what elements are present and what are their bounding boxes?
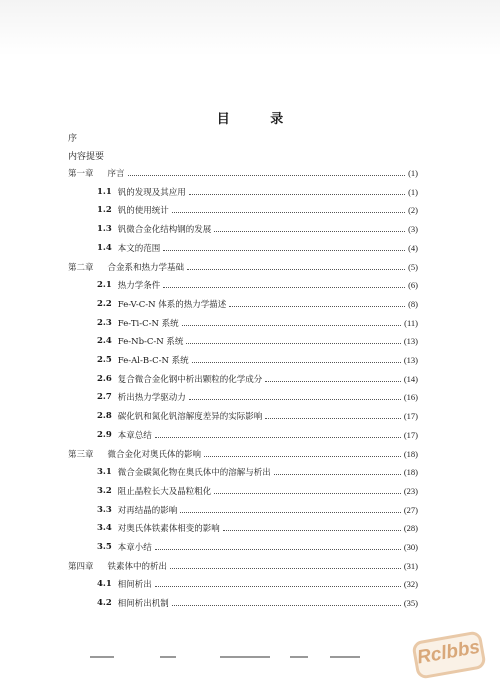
toc-entry-number: 2.8 (97, 411, 112, 422)
dot-leader (163, 249, 405, 251)
dot-leader (189, 398, 401, 400)
toc-page-number: (18) (403, 467, 418, 478)
toc-section-entry[interactable] (97, 222, 418, 236)
dot-leader (172, 211, 405, 213)
toc-section-entry[interactable] (97, 503, 418, 517)
dot-leader (180, 511, 401, 513)
toc-entry-label: 相间析出 (117, 580, 152, 591)
toc-section-entry[interactable] (97, 577, 418, 591)
toc-entry-number: 2.9 (97, 429, 112, 440)
toc-section-entry[interactable] (97, 409, 418, 423)
toc-entry-number: 2.3 (97, 317, 112, 328)
toc-entry-label: 本文的范围 (117, 243, 161, 254)
toc-section-entry[interactable] (97, 484, 418, 498)
toc-entry-label: 钒微合金化结构钢的发展 (117, 225, 212, 236)
toc-entry-number: 第二章 (68, 262, 94, 273)
toc-entry-label: 序言 (107, 169, 125, 179)
toc-page-number: (35) (403, 598, 418, 609)
toc-entry-number: 2.6 (97, 373, 112, 384)
toc-entry-number: 1.4 (97, 242, 112, 253)
toc-page-number: (32) (403, 579, 418, 590)
toc-entry-label: 阻止晶粒长大及晶粒粗化 (117, 486, 212, 497)
dot-leader (223, 529, 401, 531)
toc-page-number: (14) (403, 373, 418, 384)
toc-entry-label: Fe-V-C-N 体系的热力学描述 (117, 299, 227, 310)
toc-entry-number: 第四章 (68, 561, 94, 572)
toc-entry-number: 第一章 (68, 169, 94, 179)
dot-leader (163, 286, 405, 288)
toc-section-entry[interactable] (97, 203, 418, 217)
toc-entry-number: 1.3 (97, 224, 112, 235)
toc-entry-label: 本章总结 (117, 430, 152, 441)
toc-entry-label: 微合金碳氮化物在奥氏体中的溶解与析出 (117, 468, 271, 479)
toc-entry-label: 铁素体中的析出 (107, 561, 168, 572)
dot-leader (189, 193, 405, 195)
toc-chapter-entry[interactable] (68, 166, 418, 180)
toc-page-number: (17) (403, 429, 418, 440)
toc-entry-number: 3.3 (97, 504, 112, 515)
dot-leader (265, 380, 401, 382)
toc-entry-number: 第三章 (68, 449, 94, 460)
toc-page-number: (3) (408, 224, 418, 235)
toc-section-entry[interactable] (97, 316, 418, 330)
dot-leader (172, 604, 401, 606)
dot-leader (204, 455, 401, 457)
dot-leader (187, 268, 405, 270)
dot-leader (192, 361, 401, 363)
toc-entry-number: 3.2 (97, 485, 112, 496)
toc-section-entry[interactable] (97, 278, 418, 292)
toc-page-number: (27) (403, 504, 418, 515)
toc-section-entry[interactable] (97, 241, 418, 255)
dot-leader (155, 436, 401, 438)
toc-entry-number: 2.7 (97, 392, 112, 403)
toc-entry-label: 复合微合金化钢中析出颗粒的化学成分 (117, 374, 263, 385)
toc-entry-label: 钒的使用统计 (117, 206, 169, 217)
toc-page-number: (16) (403, 392, 418, 403)
toc-entry-number: 2.1 (97, 280, 112, 291)
dot-leader (214, 492, 401, 494)
dot-leader (274, 473, 401, 475)
toc-entry-label: 碳化钒和氮化钒溶解度差异的实际影响 (117, 412, 263, 423)
toc-entry-label: 对再结晶的影响 (117, 505, 178, 516)
toc-section-entry[interactable] (97, 297, 418, 311)
dot-leader (155, 585, 401, 587)
toc-section-entry[interactable] (97, 428, 418, 442)
toc-page-number: (8) (408, 298, 418, 309)
toc-entry-label: 本章小结 (117, 543, 152, 553)
toc-chapter-entry[interactable] (68, 260, 418, 274)
toc-entry-label: 合金系和热力学基础 (107, 262, 185, 273)
toc-page-number: (23) (403, 485, 418, 496)
toc-chapter-entry[interactable] (68, 447, 418, 461)
toc-section-entry[interactable] (97, 334, 418, 348)
toc-section-entry[interactable] (97, 465, 418, 479)
toc-page-number: (13) (403, 355, 418, 365)
toc-page-number: (2) (408, 205, 418, 216)
toc-entry-label: Fe-Ti-C-N 系统 (117, 318, 179, 329)
toc-page-number: (1) (408, 168, 418, 178)
dot-leader (214, 230, 405, 232)
toc-section-entry[interactable] (97, 353, 418, 367)
toc-page-number: (13) (403, 336, 418, 347)
toc-entry-number: 3.1 (97, 467, 112, 478)
toc-section-entry[interactable] (97, 521, 418, 535)
page-title: 目 录 (216, 112, 302, 127)
front-matter-abstract[interactable]: 内容提要 (68, 152, 105, 162)
watermark-text: Rclbbs (415, 636, 482, 669)
toc-entry-number: 1.2 (97, 205, 112, 216)
scan-shadow (0, 0, 500, 56)
toc-entry-label: Fe-Al-B-C-N 系统 (117, 356, 189, 366)
toc-entry-label: 微合金化对奥氏体的影响 (107, 449, 202, 460)
toc-entry-number: 2.5 (97, 355, 112, 365)
toc-entry-number: 3.5 (97, 542, 112, 552)
dot-leader (186, 342, 400, 344)
dot-leader (229, 305, 405, 307)
toc-page-number: (30) (403, 542, 418, 552)
toc-chapter-entry[interactable] (68, 559, 418, 573)
toc-entry-number: 1.1 (97, 186, 112, 197)
toc-page-number: (28) (403, 523, 418, 534)
dot-leader (155, 548, 401, 550)
toc-page-number: (11) (404, 317, 418, 328)
toc-page-number: (17) (403, 411, 418, 422)
toc-entry-number: 2.2 (97, 298, 112, 309)
toc-page-number: (31) (403, 560, 418, 571)
toc-section-entry[interactable] (97, 596, 418, 610)
toc-page-number: (4) (408, 242, 418, 253)
toc-entry-number: 3.4 (97, 523, 112, 534)
toc-section-entry[interactable] (97, 540, 418, 554)
toc-section-entry[interactable] (97, 185, 418, 199)
toc-entry-label: 对奥氏体铁素体相变的影响 (117, 524, 220, 535)
scan-artifacts (90, 654, 390, 660)
watermark-logo (406, 624, 491, 687)
toc-entry-number: 2.4 (97, 336, 112, 347)
toc-entry-number: 4.1 (97, 579, 112, 590)
toc-entry-label: 析出热力学驱动力 (117, 393, 186, 404)
toc-page-number: (1) (408, 186, 418, 197)
toc-entry-number: 4.2 (97, 598, 112, 609)
dot-leader (265, 417, 401, 419)
toc-page-number: (5) (408, 261, 418, 272)
toc-entry-label: 热力学条件 (117, 281, 161, 292)
toc-page-number: (6) (408, 280, 418, 291)
dot-leader (170, 567, 401, 569)
toc-page-number: (18) (403, 448, 418, 459)
toc-section-entry[interactable] (97, 372, 418, 386)
toc-entry-label: Fe-Nb-C-N 系统 (117, 337, 184, 348)
dot-leader (182, 324, 402, 326)
front-matter-preface[interactable]: 序 (68, 134, 78, 144)
toc-entry-label: 相间析出机制 (117, 599, 169, 610)
toc-section-entry[interactable] (97, 390, 418, 404)
toc-entry-label: 钒的发现及其应用 (117, 187, 186, 198)
dot-leader (128, 174, 406, 176)
